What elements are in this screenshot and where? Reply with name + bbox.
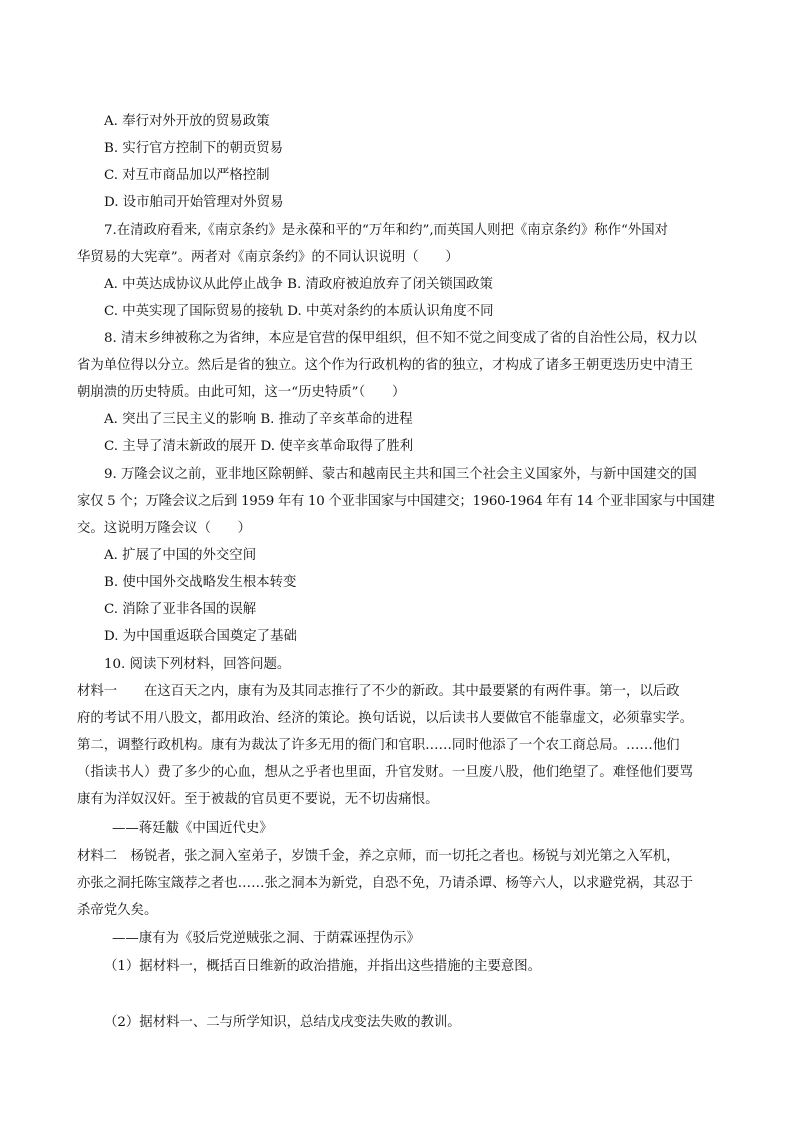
material-1-source: ——蒋廷黻《中国近代史》	[112, 821, 273, 836]
material-1-line-5: 康有为洋奴汉奸。至于被裁的官员更不要说，无不切齿痛恨。	[77, 792, 439, 807]
option-d-q9: D. 为中国重返联合国奠定了基础	[104, 629, 297, 644]
material-2-source: ——康有为《驳后党逆贼张之洞、于荫霖诬捏伪示》	[112, 931, 420, 946]
material-1-line-3: 第二，调整行政机构。康有为裁汰了许多无用的衙门和官职……同时他添了一个农工商总局。……他们	[77, 738, 680, 753]
question-10-stem: 10. 阅读下列材料，回答问题。	[104, 657, 291, 672]
sub-question-1: （1）据材料一，概括百日维新的政治措施，并指出这些措施的主要意图。	[104, 959, 542, 974]
option-d-q6: D. 设市舶司开始管理对外贸易	[104, 195, 284, 210]
material-1-line-1: 材料一 在这百天之内，康有为及其同志推行了不少的新政。其中最要紧的有两件事。第一，以后政	[77, 684, 680, 699]
options-ab-q7: A. 中英达成协议从此停止战争 B. 清政府被迫放弃了闭关锁国政策	[104, 277, 493, 292]
option-b-q9: B. 使中国外交战略发生根本转变	[104, 575, 297, 590]
question-8-stem-end: 朝崩溃的历史特质。由此可知，这一“历史特质”（ ）	[77, 385, 406, 400]
question-7-stem: 7.在清政府看来,《南京条约》是永葆和平的“万年和约”,而英国人则把《南京条约》称作“外国对	[104, 223, 669, 238]
sub-question-2: （2）据材料一、二与所学知识，总结戊戌变法失败的教训。	[104, 1015, 461, 1030]
material-2-line-2: 亦张之洞托陈宝箴荐之者也……张之洞本为新党，自恐不免，乃请杀谭、杨等六人，以求避党祸，其忍于	[77, 876, 693, 891]
options-ab-q8: A. 突出了三民主义的影响 B. 推动了辛亥革命的进程	[104, 412, 413, 427]
material-1-line-4: （指读书人）费了多少的心血，想从之乎者也里面，升官发财。一旦废八股，他们绝望了。难怪他们要骂	[77, 765, 693, 780]
options-cd-q8: C. 主导了清末新政的展开 D. 使辛亥革命取得了胜利	[104, 439, 414, 454]
question-7-stem-cont: 华贸易的大宪章”。两者对《南京条约》的不同认识说明（ ）	[77, 250, 459, 265]
option-c-q6: C. 对互市商品加以严格控制	[104, 168, 270, 183]
question-8-stem: 8. 清末乡绅被称之为省绅，本应是官营的保甲组织，但不知不觉之间变成了省的自治性公局，权力以	[104, 331, 697, 346]
material-2-line-1: 材料二 杨锐者，张之洞入室弟子，岁馈千金，养之京师，而一切托之者也。杨锐与刘光第之入军机，	[77, 849, 680, 864]
option-c-q9: C. 消除了亚非各国的误解	[104, 602, 257, 617]
question-9-stem-cont: 家仅 5 个；万隆会议之后到 1959 年有 10 个亚非国家与中国建交；1960-1964 年有 14 个亚非国家与中国建	[77, 494, 715, 509]
question-8-stem-cont: 省为单位得以分立。然后是省的独立。这个作为行政机构的省的独立，才构成了诸多王朝更迭历史中清王	[77, 358, 693, 373]
option-b-q6: B. 实行官方控制下的朝贡贸易	[104, 141, 284, 156]
option-a-q9: A. 扩展了中国的外交空间	[104, 548, 257, 563]
question-9-stem-end: 交。这说明万隆会议（ ）	[77, 521, 252, 536]
material-2-line-3: 杀帝党久矣。	[77, 903, 158, 918]
question-9-stem: 9. 万隆会议之前，亚非地区除朝鲜、蒙古和越南民主共和国三个社会主义国家外，与新中国建交的国	[104, 467, 697, 482]
material-1-line-2: 府的考试不用八股文，都用政治、经济的策论。换句话说，以后读书人要做官不能靠虚文，必须靠实学。	[77, 711, 693, 726]
options-cd-q7: C. 中英实现了国际贸易的接轨 D. 中英对条约的本质认识角度不同	[104, 304, 494, 319]
option-a-q6: A. 奉行对外开放的贸易政策	[104, 114, 270, 129]
